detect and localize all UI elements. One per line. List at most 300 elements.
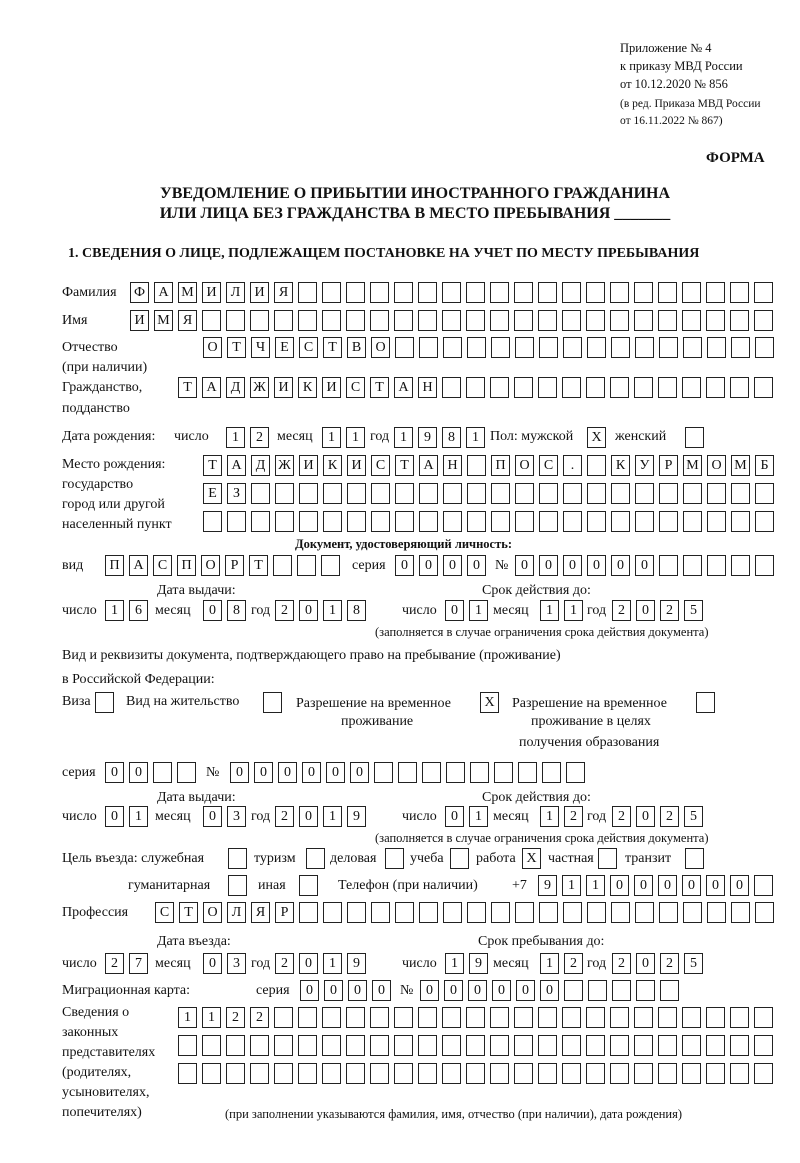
stay-number-cell[interactable] [446, 762, 465, 783]
reps-1-cell[interactable] [370, 1007, 389, 1028]
stay-number-cell[interactable] [422, 762, 441, 783]
profession-cell[interactable] [323, 902, 342, 923]
surname-cell[interactable] [418, 282, 437, 303]
citizenship-cell[interactable] [658, 377, 677, 398]
surname-cell[interactable] [658, 282, 677, 303]
id-kind-cell[interactable]: П [105, 555, 124, 576]
birthplace-3-cell[interactable] [443, 511, 462, 532]
id-issue-month-cell[interactable]: 8 [227, 600, 246, 621]
citizenship-cell[interactable] [538, 377, 557, 398]
reps-2-cell[interactable] [682, 1035, 701, 1056]
profession-cell[interactable] [659, 902, 678, 923]
reps-1-cell[interactable] [586, 1007, 605, 1028]
id-issue-year-cell[interactable]: 8 [347, 600, 366, 621]
birthplace-1-cell[interactable]: О [707, 455, 726, 476]
birthplace-2-cell[interactable] [539, 483, 558, 504]
patronymic-cell[interactable] [419, 337, 438, 358]
entry-year-cell[interactable]: 9 [347, 953, 366, 974]
profession-cell[interactable] [395, 902, 414, 923]
name-cell[interactable] [706, 310, 725, 331]
stay-issue-year-cell[interactable]: 1 [323, 806, 342, 827]
id-number-cell[interactable] [731, 555, 750, 576]
reps-3-cell[interactable] [514, 1063, 533, 1084]
citizenship-cell[interactable]: К [298, 377, 317, 398]
surname-cell[interactable] [514, 282, 533, 303]
name-cell[interactable] [346, 310, 365, 331]
birthplace-2-cell[interactable] [443, 483, 462, 504]
id-kind-cell[interactable]: С [153, 555, 172, 576]
birthplace-2-cell[interactable]: Е [203, 483, 222, 504]
birth-month-cell[interactable]: 1 [346, 427, 365, 448]
birthplace-1-cell[interactable]: . [563, 455, 582, 476]
reps-2-cell[interactable] [418, 1035, 437, 1056]
reps-3-cell[interactable] [610, 1063, 629, 1084]
birthplace-1-cell[interactable]: Р [659, 455, 678, 476]
profession-cell[interactable] [299, 902, 318, 923]
name-cell[interactable] [226, 310, 245, 331]
reps-3-cell[interactable] [538, 1063, 557, 1084]
reps-1-cell[interactable] [538, 1007, 557, 1028]
reps-2-cell[interactable] [466, 1035, 485, 1056]
stay-year-cell[interactable]: 2 [612, 953, 631, 974]
stay-issue-year-cell[interactable]: 2 [275, 806, 294, 827]
p-tourism-cell[interactable] [306, 848, 325, 869]
birthplace-2-cell[interactable] [371, 483, 390, 504]
birthplace-2-cell[interactable] [755, 483, 774, 504]
stay-series-cell[interactable]: 0 [105, 762, 124, 783]
surname-cell[interactable] [610, 282, 629, 303]
birthplace-3-cell[interactable] [299, 511, 318, 532]
birth-day-cell[interactable]: 1 [226, 427, 245, 448]
birthplace-2-cell[interactable] [299, 483, 318, 504]
profession-cell[interactable] [371, 902, 390, 923]
p-other-cell[interactable] [299, 875, 318, 896]
birthplace-2-cell[interactable] [419, 483, 438, 504]
surname-cell[interactable] [682, 282, 701, 303]
patronymic-cell[interactable] [395, 337, 414, 358]
name-cell[interactable] [754, 310, 773, 331]
stay-year-cell[interactable]: 2 [660, 953, 679, 974]
mc-series-cell[interactable]: 0 [300, 980, 319, 1001]
stay-number-cell[interactable]: 0 [278, 762, 297, 783]
citizenship-cell[interactable] [562, 377, 581, 398]
birthplace-1-cell[interactable]: К [323, 455, 342, 476]
birthplace-1-cell[interactable] [467, 455, 486, 476]
phone-cell[interactable] [754, 875, 773, 896]
citizenship-cell[interactable]: Т [370, 377, 389, 398]
stay-valid-month-cell[interactable]: 2 [564, 806, 583, 827]
reps-2-cell[interactable] [634, 1035, 653, 1056]
birthplace-2-cell[interactable] [347, 483, 366, 504]
birth-month-cell[interactable]: 1 [322, 427, 341, 448]
stay-number-cell[interactable]: 0 [302, 762, 321, 783]
entry-month-cell[interactable]: 0 [203, 953, 222, 974]
reps-2-cell[interactable] [562, 1035, 581, 1056]
surname-cell[interactable] [394, 282, 413, 303]
stay-issue-day-cell[interactable]: 0 [105, 806, 124, 827]
surname-cell[interactable] [322, 282, 341, 303]
citizenship-cell[interactable]: А [394, 377, 413, 398]
birthplace-3-cell[interactable] [611, 511, 630, 532]
id-number-cell[interactable]: 0 [611, 555, 630, 576]
entry-day-cell[interactable]: 7 [129, 953, 148, 974]
reps-2-cell[interactable] [754, 1035, 773, 1056]
stay-number-cell[interactable] [494, 762, 513, 783]
birthplace-2-cell[interactable] [635, 483, 654, 504]
profession-cell[interactable] [731, 902, 750, 923]
birthplace-1-cell[interactable]: И [347, 455, 366, 476]
surname-cell[interactable]: И [250, 282, 269, 303]
reps-2-cell[interactable] [298, 1035, 317, 1056]
birthplace-3-cell[interactable] [635, 511, 654, 532]
patronymic-cell[interactable]: В [347, 337, 366, 358]
patronymic-cell[interactable] [635, 337, 654, 358]
birthplace-2-cell[interactable] [323, 483, 342, 504]
birth-day-cell[interactable]: 2 [250, 427, 269, 448]
name-cell[interactable] [562, 310, 581, 331]
birthplace-1-cell[interactable]: Т [203, 455, 222, 476]
patronymic-cell[interactable] [587, 337, 606, 358]
stay-valid-year-cell[interactable]: 2 [660, 806, 679, 827]
entry-month-cell[interactable]: 3 [227, 953, 246, 974]
name-cell[interactable] [490, 310, 509, 331]
birthplace-2-cell[interactable] [659, 483, 678, 504]
reps-3-cell[interactable] [586, 1063, 605, 1084]
reps-3-cell[interactable] [274, 1063, 293, 1084]
id-series-cell[interactable]: 0 [395, 555, 414, 576]
id-number-cell[interactable]: 0 [515, 555, 534, 576]
birthplace-3-cell[interactable] [731, 511, 750, 532]
citizenship-cell[interactable]: Д [226, 377, 245, 398]
reps-3-cell[interactable] [370, 1063, 389, 1084]
patronymic-cell[interactable]: Т [227, 337, 246, 358]
reps-1-cell[interactable] [658, 1007, 677, 1028]
stay-month-cell[interactable]: 1 [540, 953, 559, 974]
profession-cell[interactable] [515, 902, 534, 923]
phone-cell[interactable]: 0 [610, 875, 629, 896]
phone-cell[interactable]: 0 [658, 875, 677, 896]
surname-cell[interactable] [298, 282, 317, 303]
mc-number-cell[interactable]: 0 [420, 980, 439, 1001]
reps-1-cell[interactable] [322, 1007, 341, 1028]
name-cell[interactable] [418, 310, 437, 331]
birthplace-3-cell[interactable] [467, 511, 486, 532]
id-number-cell[interactable] [659, 555, 678, 576]
stay-issue-month-cell[interactable]: 0 [203, 806, 222, 827]
reps-3-cell[interactable] [202, 1063, 221, 1084]
birthplace-3-cell[interactable] [683, 511, 702, 532]
patronymic-cell[interactable] [515, 337, 534, 358]
mc-series-cell[interactable]: 0 [348, 980, 367, 1001]
mc-number-cell[interactable]: 0 [444, 980, 463, 1001]
surname-cell[interactable] [442, 282, 461, 303]
p-study-cell[interactable] [450, 848, 469, 869]
citizenship-cell[interactable] [466, 377, 485, 398]
name-cell[interactable] [466, 310, 485, 331]
reps-3-cell[interactable] [298, 1063, 317, 1084]
birthplace-1-cell[interactable] [587, 455, 606, 476]
birth-year-cell[interactable]: 1 [466, 427, 485, 448]
entry-year-cell[interactable]: 2 [275, 953, 294, 974]
reps-2-cell[interactable] [226, 1035, 245, 1056]
stay-number-cell[interactable] [470, 762, 489, 783]
stay-month-cell[interactable]: 2 [564, 953, 583, 974]
sex-female-cell[interactable] [685, 427, 704, 448]
id-valid-month-cell[interactable]: 1 [564, 600, 583, 621]
birthplace-3-cell[interactable] [659, 511, 678, 532]
birthplace-3-cell[interactable] [347, 511, 366, 532]
stay-day-cell[interactable]: 1 [445, 953, 464, 974]
citizenship-cell[interactable] [754, 377, 773, 398]
profession-cell[interactable]: С [155, 902, 174, 923]
patronymic-cell[interactable]: Ч [251, 337, 270, 358]
name-cell[interactable] [610, 310, 629, 331]
mc-number-cell[interactable] [612, 980, 631, 1001]
id-number-cell[interactable] [755, 555, 774, 576]
phone-cell[interactable]: 0 [730, 875, 749, 896]
birthplace-3-cell[interactable] [371, 511, 390, 532]
stay-valid-year-cell[interactable]: 5 [684, 806, 703, 827]
id-valid-year-cell[interactable]: 5 [684, 600, 703, 621]
mc-number-cell[interactable] [636, 980, 655, 1001]
birthplace-3-cell[interactable] [227, 511, 246, 532]
id-series-cell[interactable]: 0 [467, 555, 486, 576]
birthplace-1-cell[interactable]: О [515, 455, 534, 476]
reps-2-cell[interactable] [490, 1035, 509, 1056]
mc-number-cell[interactable]: 0 [516, 980, 535, 1001]
surname-cell[interactable] [754, 282, 773, 303]
surname-cell[interactable] [562, 282, 581, 303]
name-cell[interactable]: М [154, 310, 173, 331]
birthplace-3-cell[interactable] [587, 511, 606, 532]
residence-cell[interactable] [263, 692, 282, 713]
reps-2-cell[interactable] [178, 1035, 197, 1056]
citizenship-cell[interactable] [490, 377, 509, 398]
stay-valid-year-cell[interactable]: 2 [612, 806, 631, 827]
name-cell[interactable] [298, 310, 317, 331]
reps-2-cell[interactable] [538, 1035, 557, 1056]
citizenship-cell[interactable] [706, 377, 725, 398]
name-cell[interactable] [682, 310, 701, 331]
birthplace-3-cell[interactable] [275, 511, 294, 532]
reps-2-cell[interactable] [730, 1035, 749, 1056]
citizenship-cell[interactable]: Т [178, 377, 197, 398]
reps-1-cell[interactable] [442, 1007, 461, 1028]
birthplace-3-cell[interactable] [563, 511, 582, 532]
birthplace-1-cell[interactable]: А [419, 455, 438, 476]
birthplace-1-cell[interactable]: Т [395, 455, 414, 476]
p-work-cell[interactable]: X [522, 848, 541, 869]
name-cell[interactable] [250, 310, 269, 331]
birthplace-1-cell[interactable]: Ж [275, 455, 294, 476]
reps-1-cell[interactable] [466, 1007, 485, 1028]
entry-year-cell[interactable]: 0 [299, 953, 318, 974]
surname-cell[interactable]: Ф [130, 282, 149, 303]
phone-cell[interactable]: 9 [538, 875, 557, 896]
citizenship-cell[interactable] [514, 377, 533, 398]
stay-issue-year-cell[interactable]: 0 [299, 806, 318, 827]
id-kind-cell[interactable]: П [177, 555, 196, 576]
reps-3-cell[interactable] [754, 1063, 773, 1084]
reps-3-cell[interactable] [394, 1063, 413, 1084]
birthplace-2-cell[interactable] [467, 483, 486, 504]
name-cell[interactable] [514, 310, 533, 331]
profession-cell[interactable] [683, 902, 702, 923]
name-cell[interactable]: И [130, 310, 149, 331]
name-cell[interactable] [322, 310, 341, 331]
entry-year-cell[interactable]: 1 [323, 953, 342, 974]
mc-number-cell[interactable]: 0 [468, 980, 487, 1001]
surname-cell[interactable] [730, 282, 749, 303]
id-kind-cell[interactable]: О [201, 555, 220, 576]
patronymic-cell[interactable] [467, 337, 486, 358]
reps-1-cell[interactable] [610, 1007, 629, 1028]
id-number-cell[interactable]: 0 [539, 555, 558, 576]
id-valid-day-cell[interactable]: 1 [469, 600, 488, 621]
surname-cell[interactable] [634, 282, 653, 303]
birthplace-2-cell[interactable] [515, 483, 534, 504]
surname-cell[interactable] [466, 282, 485, 303]
name-cell[interactable] [658, 310, 677, 331]
reps-3-cell[interactable] [658, 1063, 677, 1084]
birthplace-2-cell[interactable]: З [227, 483, 246, 504]
birthplace-1-cell[interactable]: А [227, 455, 246, 476]
birthplace-3-cell[interactable] [395, 511, 414, 532]
id-number-cell[interactable] [707, 555, 726, 576]
reps-1-cell[interactable] [274, 1007, 293, 1028]
birth-year-cell[interactable]: 1 [394, 427, 413, 448]
reps-1-cell[interactable] [562, 1007, 581, 1028]
p-transit-cell[interactable] [685, 848, 704, 869]
stay-number-cell[interactable]: 0 [350, 762, 369, 783]
stay-issue-day-cell[interactable]: 1 [129, 806, 148, 827]
id-number-cell[interactable]: 0 [635, 555, 654, 576]
citizenship-cell[interactable]: С [346, 377, 365, 398]
patronymic-cell[interactable] [443, 337, 462, 358]
birthplace-3-cell[interactable] [515, 511, 534, 532]
birthplace-3-cell[interactable] [323, 511, 342, 532]
entry-day-cell[interactable]: 2 [105, 953, 124, 974]
profession-cell[interactable]: Я [251, 902, 270, 923]
patronymic-cell[interactable]: Т [323, 337, 342, 358]
profession-cell[interactable]: Р [275, 902, 294, 923]
profession-cell[interactable]: Т [179, 902, 198, 923]
reps-3-cell[interactable] [442, 1063, 461, 1084]
profession-cell[interactable] [347, 902, 366, 923]
p-official-cell[interactable] [228, 848, 247, 869]
id-issue-year-cell[interactable]: 1 [323, 600, 342, 621]
id-issue-year-cell[interactable]: 0 [299, 600, 318, 621]
id-series-cell[interactable]: 0 [419, 555, 438, 576]
birthplace-3-cell[interactable] [539, 511, 558, 532]
reps-3-cell[interactable] [634, 1063, 653, 1084]
patronymic-cell[interactable] [491, 337, 510, 358]
reps-3-cell[interactable] [178, 1063, 197, 1084]
id-kind-cell[interactable] [321, 555, 340, 576]
phone-cell[interactable]: 0 [682, 875, 701, 896]
reps-3-cell[interactable] [250, 1063, 269, 1084]
reps-2-cell[interactable] [322, 1035, 341, 1056]
birthplace-2-cell[interactable] [395, 483, 414, 504]
profession-cell[interactable] [467, 902, 486, 923]
phone-cell[interactable]: 1 [586, 875, 605, 896]
birthplace-3-cell[interactable] [203, 511, 222, 532]
p-business-cell[interactable] [385, 848, 404, 869]
birthplace-1-cell[interactable]: С [371, 455, 390, 476]
surname-cell[interactable] [706, 282, 725, 303]
reps-3-cell[interactable] [706, 1063, 725, 1084]
profession-cell[interactable] [635, 902, 654, 923]
reps-2-cell[interactable] [346, 1035, 365, 1056]
patronymic-cell[interactable] [539, 337, 558, 358]
birthplace-1-cell[interactable]: У [635, 455, 654, 476]
reps-1-cell[interactable] [730, 1007, 749, 1028]
name-cell[interactable] [634, 310, 653, 331]
citizenship-cell[interactable]: И [274, 377, 293, 398]
reps-2-cell[interactable] [370, 1035, 389, 1056]
id-kind-cell[interactable]: Т [249, 555, 268, 576]
patronymic-cell[interactable]: О [203, 337, 222, 358]
stay-number-cell[interactable]: 0 [254, 762, 273, 783]
stay-year-cell[interactable]: 5 [684, 953, 703, 974]
profession-cell[interactable] [707, 902, 726, 923]
profession-cell[interactable] [443, 902, 462, 923]
mc-number-cell[interactable] [660, 980, 679, 1001]
reps-3-cell[interactable] [562, 1063, 581, 1084]
surname-cell[interactable] [490, 282, 509, 303]
id-series-cell[interactable]: 0 [443, 555, 462, 576]
birthplace-1-cell[interactable]: М [731, 455, 750, 476]
reps-2-cell[interactable] [586, 1035, 605, 1056]
id-valid-month-cell[interactable]: 1 [540, 600, 559, 621]
birthplace-3-cell[interactable] [419, 511, 438, 532]
name-cell[interactable] [202, 310, 221, 331]
trp-edu-cell[interactable] [696, 692, 715, 713]
citizenship-cell[interactable] [682, 377, 701, 398]
citizenship-cell[interactable] [610, 377, 629, 398]
reps-3-cell[interactable] [322, 1063, 341, 1084]
citizenship-cell[interactable] [442, 377, 461, 398]
reps-3-cell[interactable] [730, 1063, 749, 1084]
stay-number-cell[interactable] [398, 762, 417, 783]
stay-number-cell[interactable] [542, 762, 561, 783]
citizenship-cell[interactable] [634, 377, 653, 398]
citizenship-cell[interactable] [586, 377, 605, 398]
reps-2-cell[interactable] [274, 1035, 293, 1056]
patronymic-cell[interactable]: С [299, 337, 318, 358]
profession-cell[interactable] [755, 902, 774, 923]
mc-number-cell[interactable] [588, 980, 607, 1001]
birthplace-2-cell[interactable] [683, 483, 702, 504]
id-number-cell[interactable]: 0 [563, 555, 582, 576]
birthplace-3-cell[interactable] [707, 511, 726, 532]
trp-cell[interactable]: X [480, 692, 499, 713]
name-cell[interactable] [538, 310, 557, 331]
profession-cell[interactable] [491, 902, 510, 923]
name-cell[interactable] [730, 310, 749, 331]
patronymic-cell[interactable] [755, 337, 774, 358]
reps-3-cell[interactable] [490, 1063, 509, 1084]
birthplace-2-cell[interactable] [707, 483, 726, 504]
birthplace-2-cell[interactable] [251, 483, 270, 504]
name-cell[interactable] [586, 310, 605, 331]
birthplace-1-cell[interactable]: С [539, 455, 558, 476]
birthplace-1-cell[interactable]: Б [755, 455, 774, 476]
patronymic-cell[interactable] [683, 337, 702, 358]
id-issue-day-cell[interactable]: 1 [105, 600, 124, 621]
surname-cell[interactable]: М [178, 282, 197, 303]
patronymic-cell[interactable] [707, 337, 726, 358]
